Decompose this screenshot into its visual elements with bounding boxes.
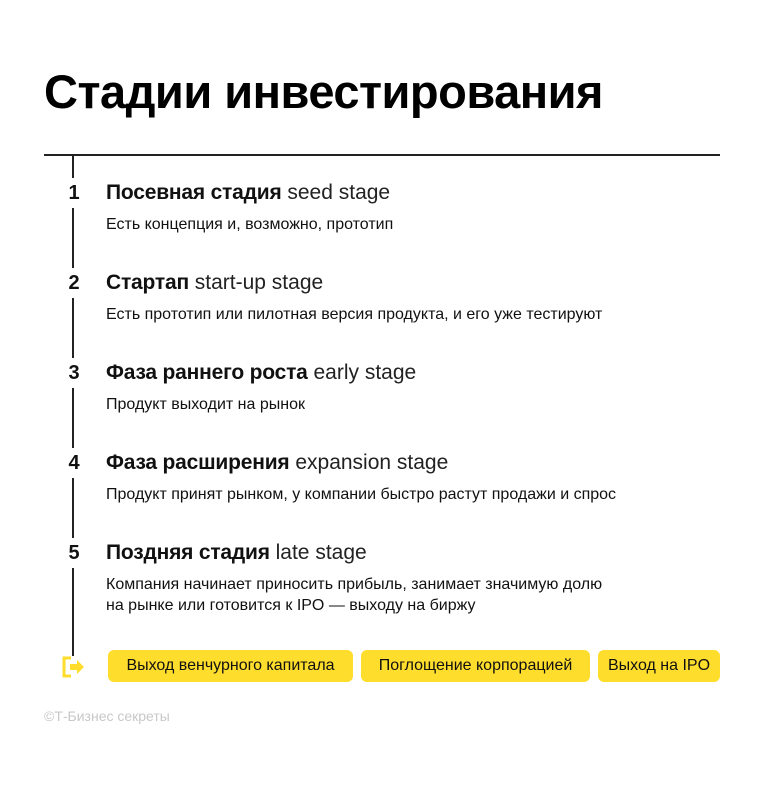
stage-description-line: Продукт выходит на рынок bbox=[106, 396, 305, 413]
stage-name: Поздняя стадия bbox=[106, 541, 270, 564]
stage-heading bbox=[106, 358, 416, 388]
stage-heading bbox=[106, 448, 448, 478]
page-title: Стадии инвестирования bbox=[44, 65, 603, 118]
stage-number: 4 bbox=[66, 448, 82, 478]
stage-name-en: late stage bbox=[275, 541, 367, 564]
stage-description bbox=[106, 304, 602, 325]
stage-description-line: Есть концепция и, возможно, прототип bbox=[106, 216, 394, 233]
stage-name-en: seed stage bbox=[287, 181, 391, 204]
exit-option-venture: Выход венчурного капитала bbox=[108, 650, 353, 682]
stage-name: Стартап bbox=[106, 271, 189, 294]
stage-description bbox=[106, 214, 393, 235]
timeline-line bbox=[72, 155, 74, 663]
stage-description-line: Компания начинает приносить прибыль, занимает значимую долю bbox=[106, 576, 603, 593]
stage-heading bbox=[106, 538, 367, 568]
stage-number: 3 bbox=[66, 358, 82, 388]
stage-description bbox=[106, 394, 305, 415]
exit-option-ipo: Выход на IPO bbox=[598, 650, 720, 682]
stage-name-en: early stage bbox=[313, 361, 417, 384]
exit-option-acquisition: Поглощение корпорацией bbox=[361, 650, 590, 682]
timeline-top-rule bbox=[44, 154, 720, 156]
stage-name: Фаза раннего роста bbox=[106, 361, 308, 384]
stage-name-en: expansion stage bbox=[295, 451, 449, 474]
stage-name: Посевная стадия bbox=[106, 181, 282, 204]
stage-heading bbox=[106, 178, 390, 208]
stage-heading bbox=[106, 268, 323, 298]
stage-description-line: на рынке или готовится к IPO — выходу на биржу bbox=[106, 597, 476, 614]
stage-description bbox=[106, 484, 616, 505]
stage-name: Фаза расширения bbox=[106, 451, 290, 474]
stage-description-line: Продукт принят рынком, у компании быстро растут продажи и спрос bbox=[106, 486, 617, 503]
exit-arrow-icon bbox=[62, 656, 86, 678]
stage-description bbox=[106, 574, 602, 616]
copyright: ©Т-Бизнес секреты bbox=[44, 708, 170, 724]
stage-number: 5 bbox=[66, 538, 82, 568]
stage-description-line: Есть прототип или пилотная версия продукта, и его уже тестируют bbox=[106, 306, 603, 323]
stage-number: 2 bbox=[66, 268, 82, 298]
stage-name-en: start-up stage bbox=[194, 271, 324, 294]
stage-number: 1 bbox=[66, 178, 82, 208]
